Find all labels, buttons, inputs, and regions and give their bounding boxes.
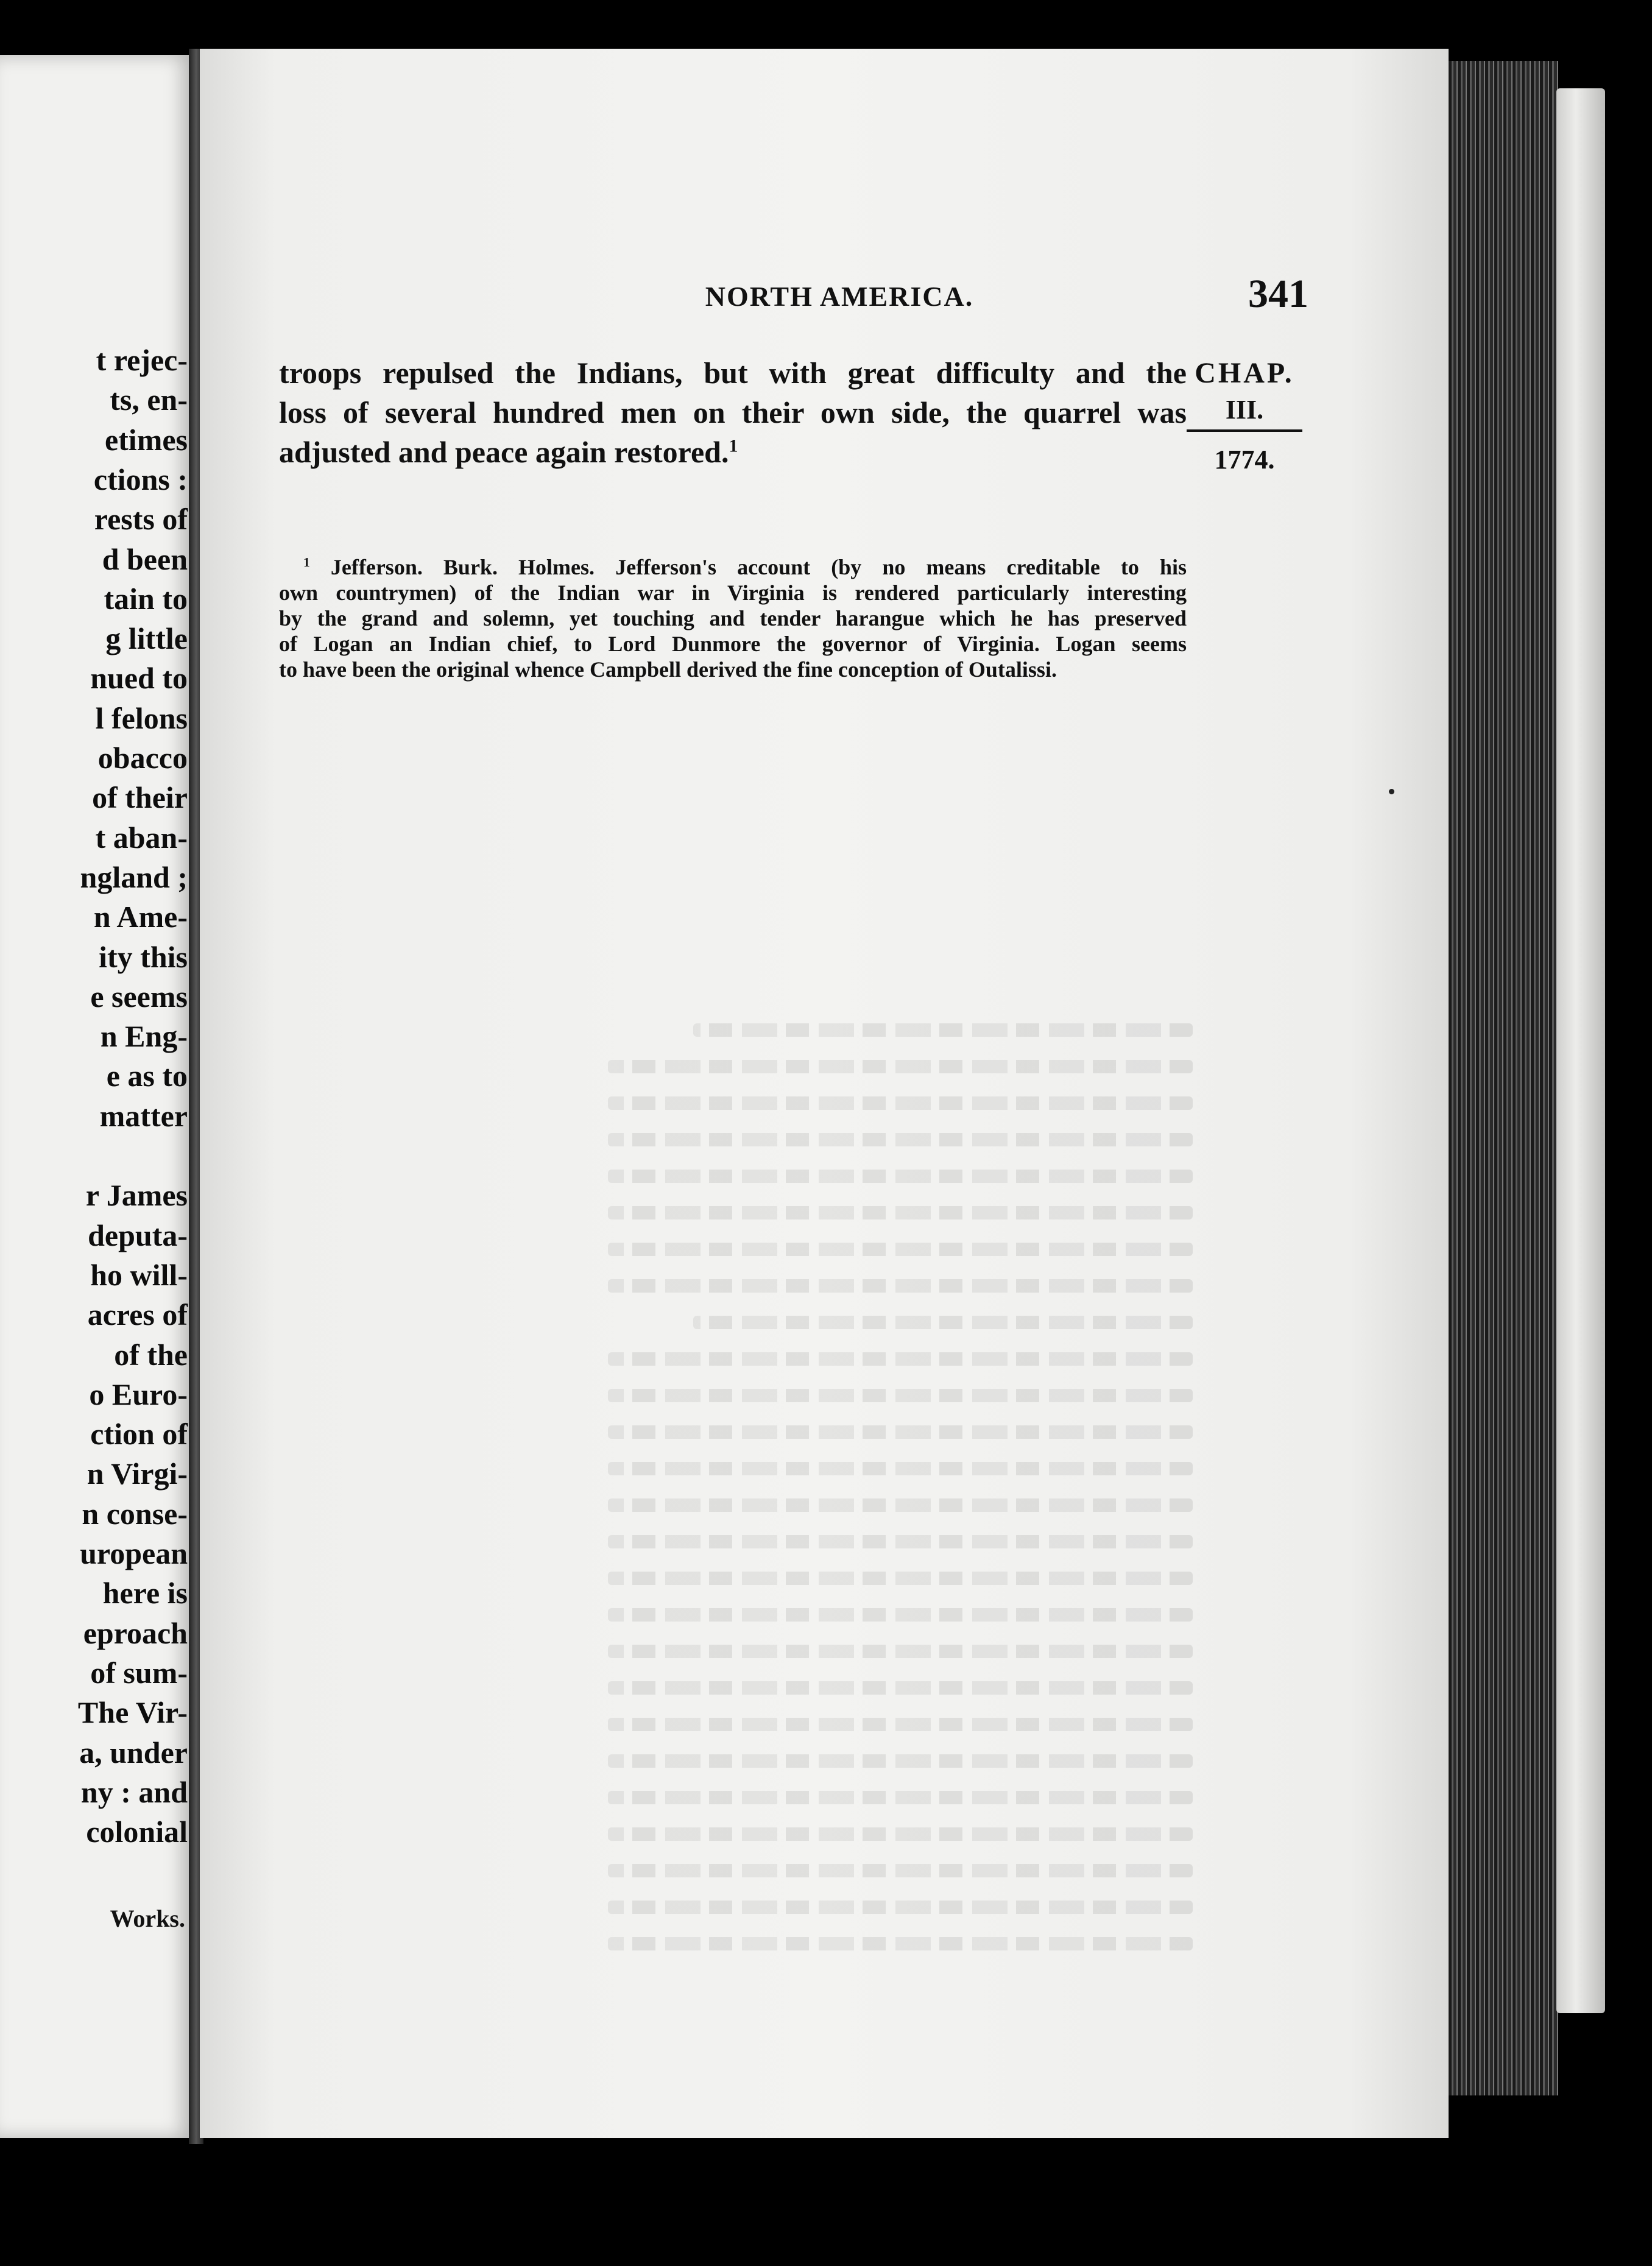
show-through-line <box>608 1279 1193 1293</box>
left-page-line: obacco <box>97 741 188 775</box>
book-fore-edge <box>1449 61 1558 2095</box>
left-page-line: acres of <box>87 1297 188 1332</box>
left-page-line: n conse- <box>82 1496 188 1531</box>
show-through-line <box>693 1023 1193 1037</box>
footnote-line <box>279 554 1187 580</box>
show-through-line <box>608 1608 1193 1622</box>
show-through-line <box>608 1352 1193 1366</box>
left-page-line: ngland ; <box>80 859 188 894</box>
footnote-line-text: Jefferson. Burk. Holmes. Jefferson's account (by no means creditable to his <box>330 555 1187 579</box>
show-through-line <box>608 1170 1193 1183</box>
show-through-line <box>608 1389 1193 1402</box>
book-page <box>200 49 1449 2138</box>
left-page-line: e as to <box>106 1059 188 1093</box>
ink-speck <box>1389 789 1394 794</box>
left-page-line: a, under <box>79 1735 188 1770</box>
footnote-marker: 1 <box>303 555 310 570</box>
margin-year: 1774. <box>1214 445 1275 475</box>
show-through-line <box>608 1572 1193 1585</box>
left-page-line: of sum- <box>90 1655 188 1690</box>
footnote-line: of Logan an Indian chief, to Lord Dunmore the governor of Virginia. Logan seems <box>279 632 1187 656</box>
footnote-line: by the grand and solemn, yet touching and tender harangue which he has preserved <box>279 606 1187 630</box>
left-page-footnote-fragment: Works. <box>110 1905 185 1932</box>
left-page-line: uropean <box>80 1536 188 1570</box>
left-page-line: t rejec- <box>96 343 188 377</box>
left-page-line: d been <box>102 542 188 576</box>
left-page-line: deputa- <box>88 1218 188 1252</box>
left-page-line: nued to <box>90 661 188 696</box>
show-through-line <box>608 1060 1193 1073</box>
left-page-line: ctions : <box>93 462 188 496</box>
left-page-line: ity this <box>99 939 188 974</box>
left-page-line: eproach <box>83 1615 188 1650</box>
left-page-line: e seems <box>90 979 188 1014</box>
left-page-line: rests of <box>94 502 188 537</box>
show-through-line <box>608 1206 1193 1219</box>
left-page-line: g little <box>105 621 188 656</box>
running-head: NORTH AMERICA. <box>705 281 974 312</box>
body-text <box>279 353 1187 472</box>
body-line: loss of several hundred men on their own side, the quarrel was <box>279 395 1187 429</box>
body-line <box>279 432 1187 472</box>
left-page-line: t aban- <box>95 820 188 855</box>
margin-chapter-label: CHAP. <box>1195 357 1294 389</box>
show-through-line <box>608 1937 1193 1950</box>
page-number: 341 <box>1248 272 1308 316</box>
left-page-line: ction of <box>90 1417 188 1452</box>
margin-rule <box>1187 429 1302 432</box>
left-page-line: n Virgi- <box>86 1456 188 1491</box>
left-page-line: ts, en- <box>110 383 188 417</box>
left-page-line: n Ame- <box>93 900 188 934</box>
footnote-reference: 1 <box>729 436 738 456</box>
body-line: troops repulsed the Indians, but with great difficulty and the <box>279 356 1187 390</box>
show-through-line <box>608 1827 1193 1841</box>
left-page-line: of the <box>114 1337 188 1372</box>
show-through-line <box>608 1096 1193 1110</box>
left-page-line: colonial <box>86 1815 188 1849</box>
show-through-line <box>608 1681 1193 1695</box>
left-page-line: n Eng- <box>100 1019 188 1054</box>
show-through-line <box>608 1645 1193 1658</box>
margin-note <box>1174 353 1315 477</box>
show-through-line <box>693 1316 1193 1329</box>
show-through-line <box>608 1498 1193 1512</box>
show-through-line <box>608 1243 1193 1256</box>
show-through-text <box>0 688 1193 2028</box>
footnote-line: to have been the original whence Campbell derived the fine conception of Outalissi. <box>279 657 1057 682</box>
show-through-line <box>608 1462 1193 1475</box>
show-through-line <box>608 1791 1193 1804</box>
show-through-line <box>608 1535 1193 1548</box>
left-page-line: etimes <box>104 422 188 457</box>
show-through-line <box>608 1718 1193 1731</box>
left-page-line: o Euro- <box>89 1377 188 1411</box>
body-line-text: adjusted and peace again restored. <box>279 435 729 469</box>
left-page-line: here is <box>102 1576 188 1611</box>
left-page-line: The Vir- <box>77 1695 188 1730</box>
show-through-line <box>608 1901 1193 1914</box>
left-page-line: ho will- <box>90 1257 188 1292</box>
footnote <box>279 554 1187 682</box>
left-page-line: of their <box>92 780 188 815</box>
margin-chapter-number: III. <box>1225 395 1264 425</box>
show-through-line <box>608 1754 1193 1768</box>
show-through-line <box>608 1425 1193 1439</box>
left-page-line: l felons <box>95 701 188 735</box>
left-page-line: tain to <box>104 581 188 616</box>
left-page-line: matter <box>99 1098 188 1133</box>
footnote-line: own countrymen) of the Indian war in Virginia is rendered particularly interesting <box>279 581 1187 605</box>
book-cover-edge <box>1556 88 1605 2013</box>
left-page-line: r James <box>85 1178 188 1213</box>
show-through-line <box>608 1133 1193 1146</box>
show-through-line <box>608 1864 1193 1877</box>
left-page-line: ny : and <box>80 1774 188 1809</box>
